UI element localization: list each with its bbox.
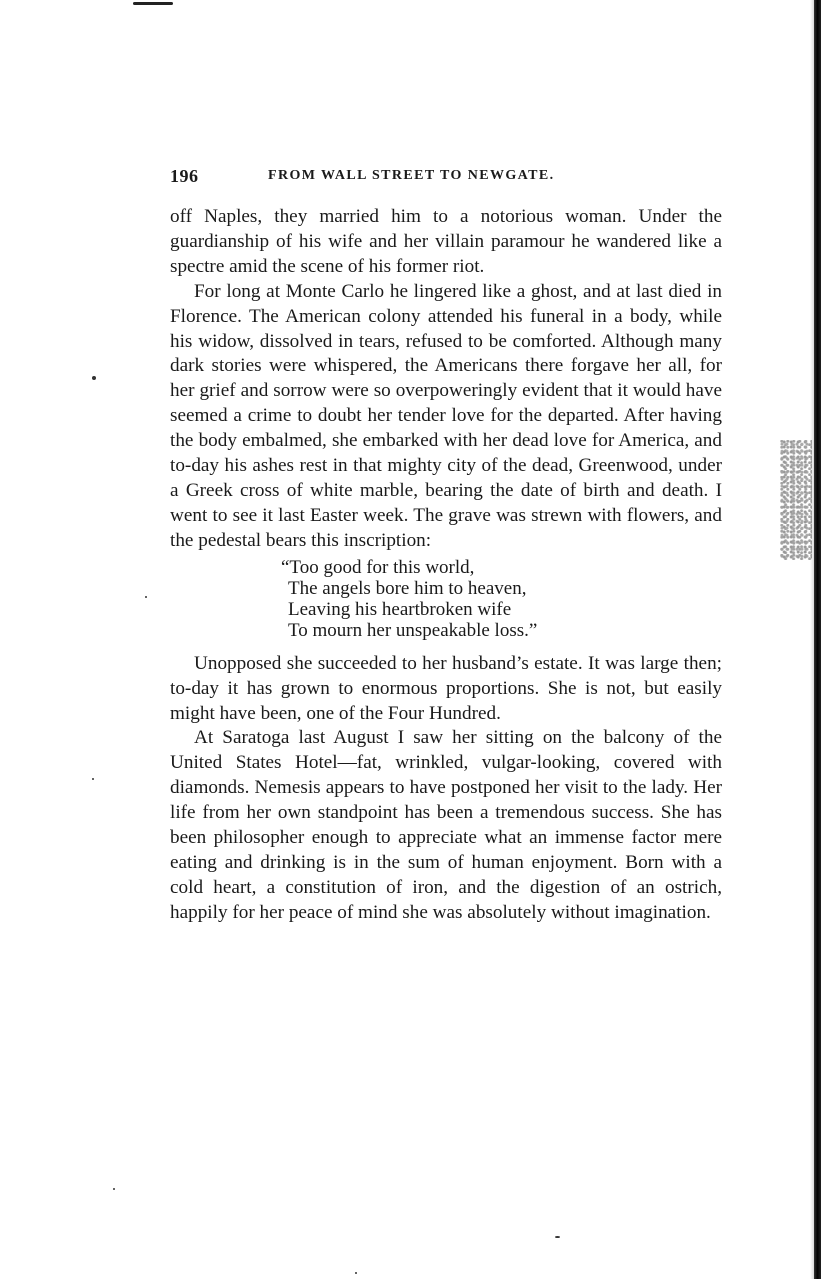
body-text <box>170 205 722 926</box>
verse-line: The angels bore him to heaven, <box>288 577 527 599</box>
speck <box>113 1188 115 1190</box>
page-number: 196 <box>170 166 199 186</box>
paragraph: At Saratoga last August I saw her sitting on the balcony of the United States Hotel—fat, wrinkled, vulgar-looking, covered with diamonds. Nemesis appears to have postponed her visit to the lady. Her life from her own standpoint has been a tremendous success. She has been philosopher enough to appreciate what an immense factor mere eating and drinking is in the sum of human enjoyment. Born with a cold heart, a constitution of iron, and the digestion of an ostrich, happily for her peace of mind she was absolutely without imagination. <box>170 727 722 923</box>
verse-line: “Too good for this world, <box>281 556 475 578</box>
verse-line: To mourn her unspeakable loss.” <box>288 619 538 641</box>
speck <box>355 1272 357 1274</box>
page-header <box>170 166 722 190</box>
verse-line: Leaving his heartbroken wife <box>288 598 512 620</box>
binding-speckle <box>780 440 812 560</box>
paragraph: For long at Monte Carlo he lingered like a ghost, and at last died in Florence. The American colony attended his funeral in a body, while his widow, dissolved in tears, refused to be comforted. Although many dark stories were whispered, the Americans there forgave her all, for her grief and sorrow were so overpoweringly evident that it would have seemed a crime to doubt her tender love for the departed. After having the body embalmed, she embarked with her dead love for America, and to-day his ashes rest in that mighty city of the dead, Greenwood, under a Greek cross of white marble, bearing the date of birth and death. I went to see it last Easter week. The grave was strewn with flowers, and the pedestal bears this inscription: <box>170 280 722 551</box>
paragraph: Unopposed she succeeded to her husband’s estate. It was large then; to-day it has grown to enormous proportions. She is not, but easily might have been, one of the Four Hundred. <box>170 652 722 724</box>
speck <box>145 596 147 598</box>
speck <box>92 778 94 780</box>
speck <box>92 376 96 380</box>
page-edge-binding <box>814 0 821 1279</box>
paragraph: off Naples, they married him to a notorious woman. Under the guardianship of his wife and her villain paramour he wandered like a spectre amid the scene of his former riot. <box>170 206 722 277</box>
running-title: FROM WALL STREET TO NEWGATE. <box>268 168 555 183</box>
top-ink-smudge <box>133 2 173 5</box>
speck <box>555 1236 560 1238</box>
epitaph-verse <box>170 557 722 641</box>
